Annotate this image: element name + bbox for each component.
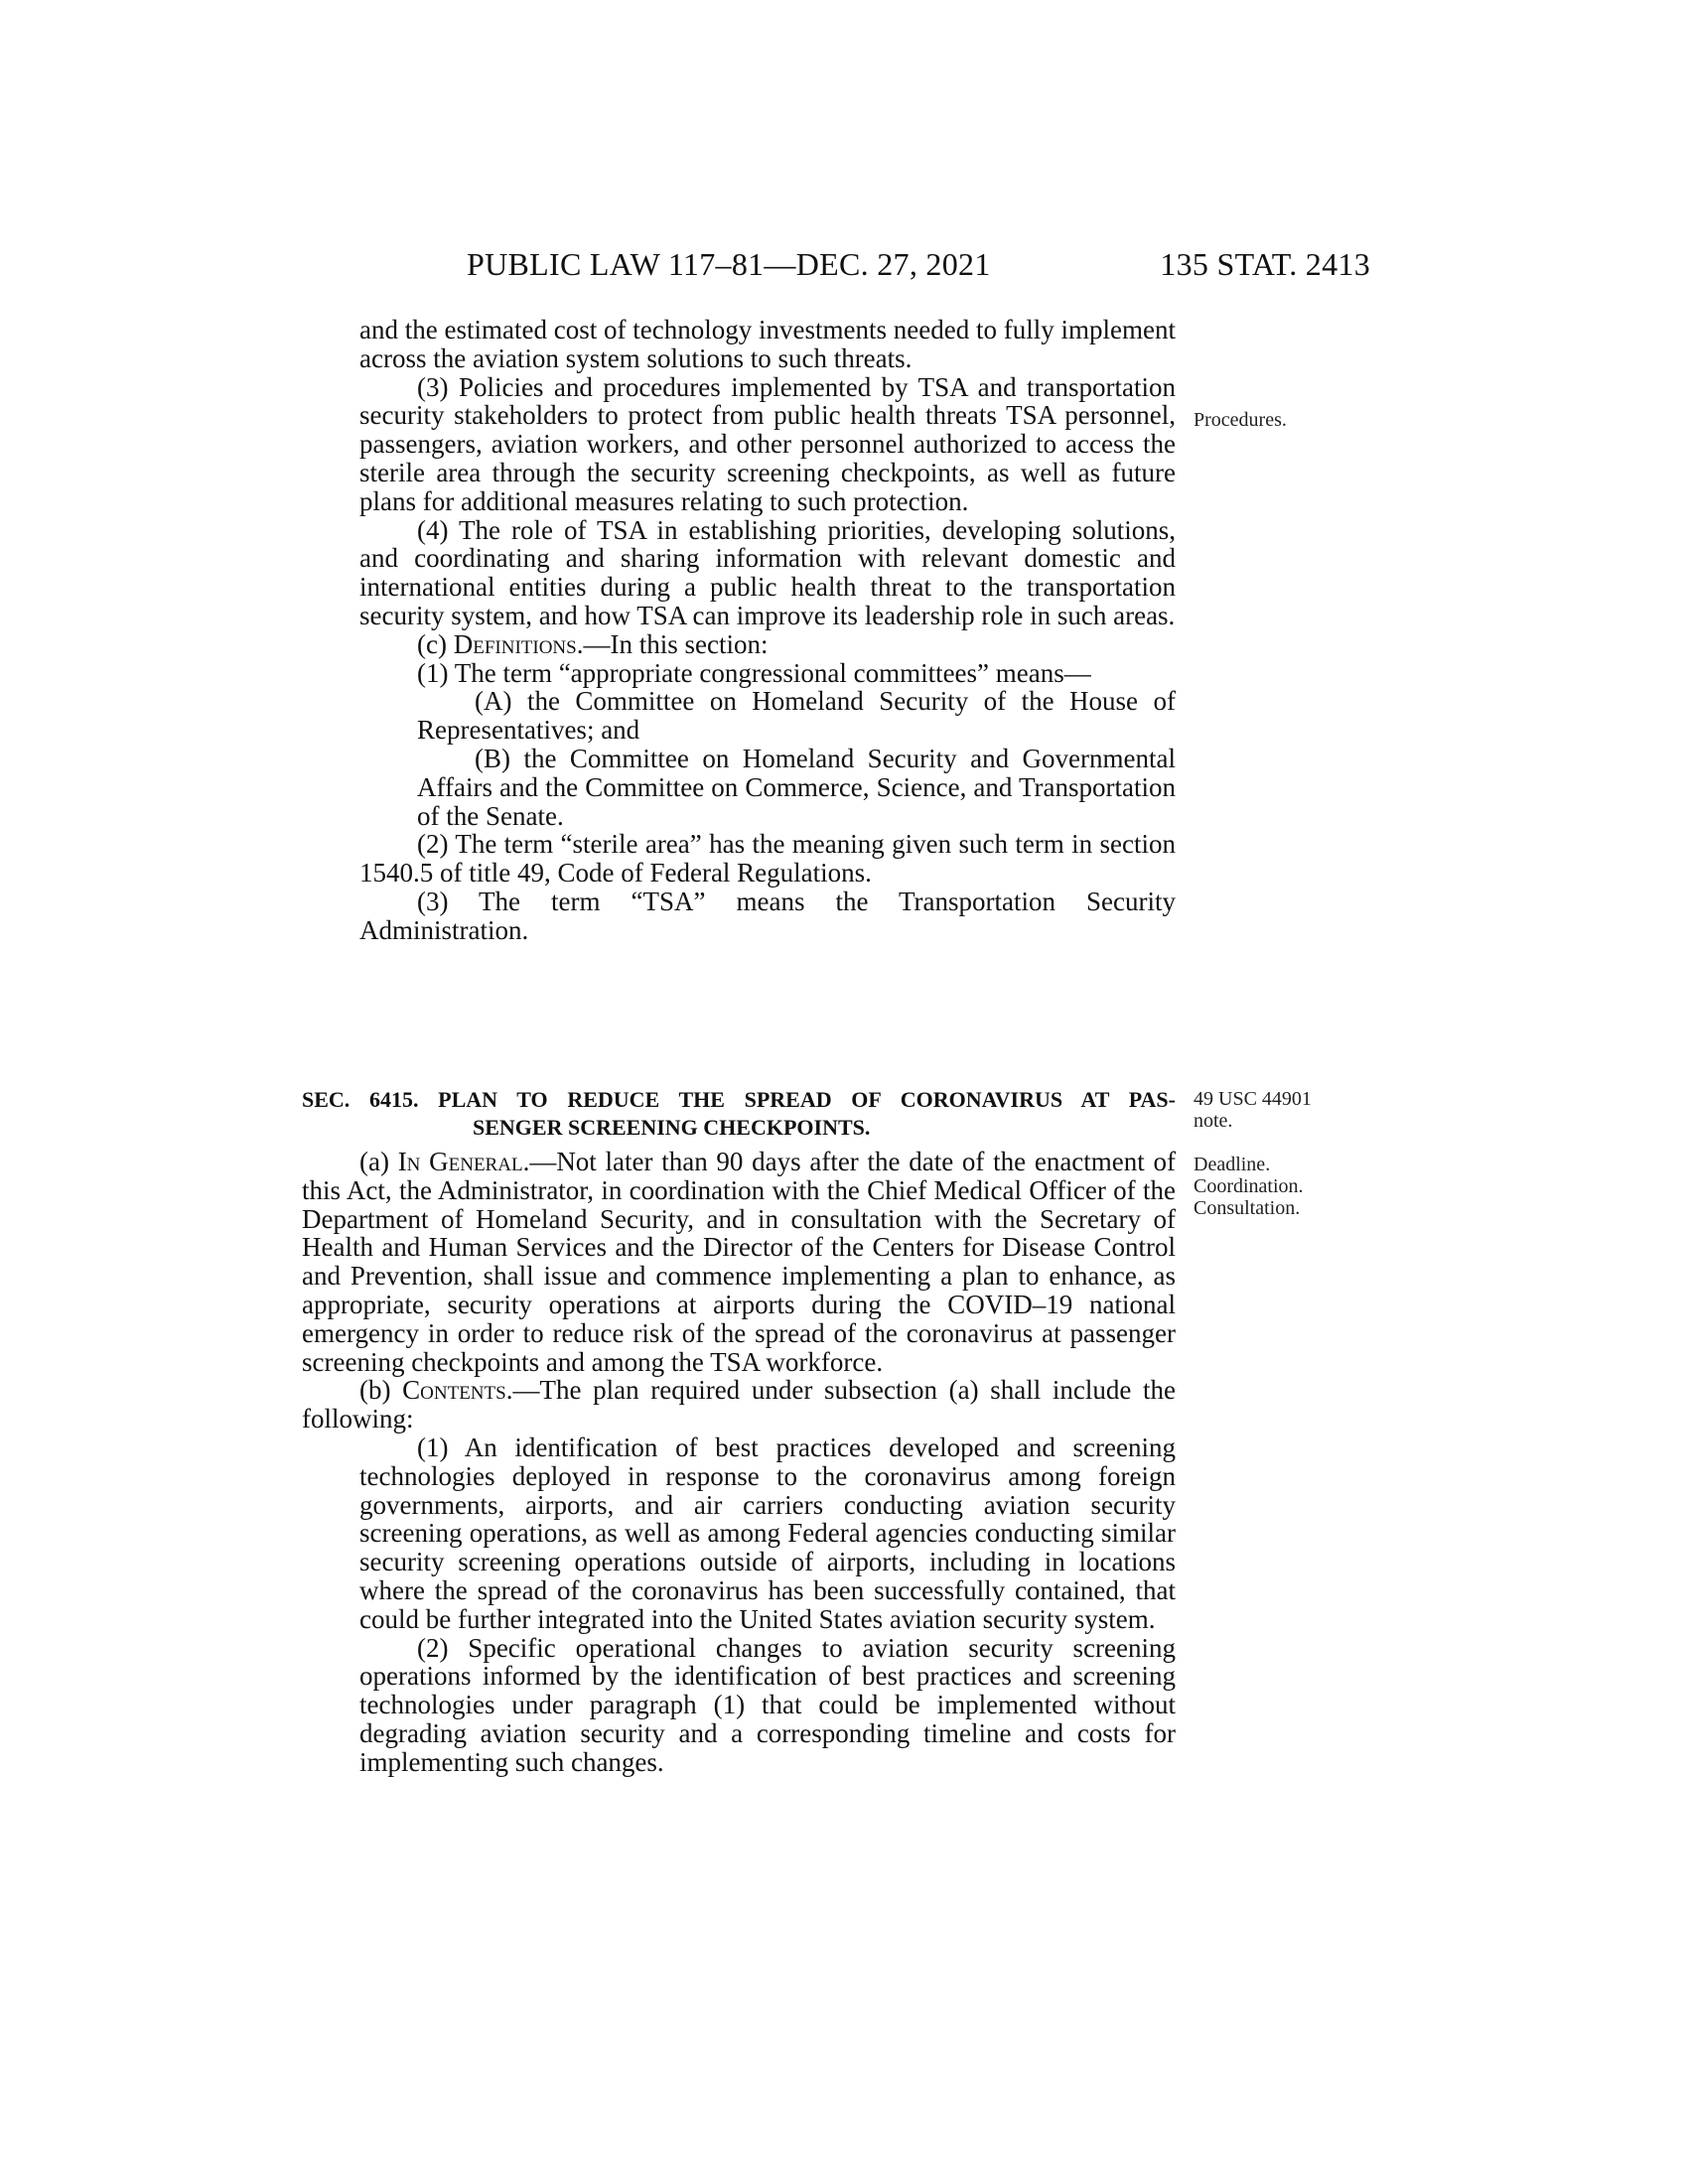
paragraph-4: (4) The role of TSA in establishing priorities, developing solutions, and coordinating and sharing information with relevant domestic and international entities during a public health threat to the transportation security system, and how TSA can improve its leadership role in such areas. <box>359 514 1176 630</box>
subsection-b-heading: Contents <box>402 1375 506 1406</box>
subsection-c <box>302 630 1176 659</box>
margin-note-usc-note: note. <box>1194 1110 1233 1132</box>
definition-2: (2) The term “sterile area” has the meaning given such term in section 1540.5 of title 49, Code of Federal Regulations. <box>359 829 1176 888</box>
margin-note-deadline: Deadline. <box>1194 1154 1271 1175</box>
section-heading <box>302 1086 1176 1142</box>
section-heading-line-2: SENGER SCREENING CHECKPOINTS. <box>473 1115 871 1140</box>
margin-note-consultation: Consultation. <box>1194 1197 1301 1219</box>
subsection-c-text: .—In this section: <box>576 628 769 659</box>
section-heading-line-1: SEC. 6415. PLAN TO REDUCE THE SPREAD OF CORONAVIRUS AT PAS- <box>302 1087 1176 1112</box>
body-text-section <box>302 1148 1176 1777</box>
paragraph-continuation: and the estimated cost of technology investments needed to fully implement across the aviation system solutions to such threats. <box>359 315 1176 373</box>
paragraph-b2: (2) Specific operational changes to aviation security screening operations informed by the identification of best practices and screening technologies under paragraph (1) that could be implemented without degrading aviation security and a corresponding timeline and costs for implementing such changes. <box>359 1632 1176 1777</box>
subsection-b <box>302 1376 1176 1433</box>
subsection-b-text: .—The plan required under subsection (a) shall include the following: <box>302 1375 1176 1434</box>
subsection-a-heading: In General <box>397 1147 523 1176</box>
definition-1b: (B) the Committee on Homeland Security and Governmental Affairs and the Committee on Commerce, Science, and Transportation of the Senate. <box>417 743 1176 831</box>
header-page-number: 135 STAT. 2413 <box>1160 246 1370 282</box>
margin-note-coordination: Coordination. <box>1194 1175 1304 1197</box>
paragraph-b1: (1) An identification of best practices developed and screening technologies deployed in response to the coronavirus among foreign governments, airports, and air carriers conducting aviation security screening operations, as well as among Federal agencies conducting similar security screening operations outside of airports, including in locations where the spread of the coronavirus has been successfully contained, that could be further integrated into the United States aviation security system. <box>359 1432 1176 1634</box>
definition-1: (1) The term “appropriate congressional committees” means— <box>417 657 1091 688</box>
margin-note-procedures: Procedures. <box>1194 409 1287 431</box>
subsection-a-label: (a) <box>359 1147 398 1176</box>
subsection-b-label: (b) <box>359 1375 403 1406</box>
definition-3: (3) The term “TSA” means the Transportation Security Administration. <box>359 886 1176 945</box>
paragraph-3: (3) Policies and procedures implemented by TSA and transportation security stakeholders to protect from public health threats TSA personnel, passengers, aviation workers, and other personnel authorized to access the sterile area through the security screening checkpoints, as well as future plans for additional measures relating to such protection. <box>359 371 1176 516</box>
subsection-a <box>302 1148 1176 1376</box>
body-text-top <box>302 316 1176 945</box>
margin-note-usc: 49 USC 44901 <box>1194 1088 1312 1110</box>
header-title: PUBLIC LAW 117–81—DEC. 27, 2021 <box>467 246 991 282</box>
subsection-a-text: .—Not later than 90 days after the date of the enactment of this Act, the Administrator, in coordination with the Chief Medical Officer of the Department of Homeland Security, and in consultation with the Secretary of Health and Human Services and the Director of the Centers for Disease Control and Prevention, shall issue and commence implementing a plan to enhance, as appropriate, security operations at airports during the COVID–19 national emergency in order to reduce risk of the spread of the coronavirus at passenger screening checkpoints and among the TSA workforce. <box>302 1147 1176 1377</box>
subsection-c-heading: Definitions <box>453 628 577 659</box>
running-header <box>467 246 1370 286</box>
definition-1a: (A) the Committee on Homeland Security of the House of Representatives; and <box>417 686 1176 746</box>
subsection-c-label: (c) <box>417 628 454 659</box>
